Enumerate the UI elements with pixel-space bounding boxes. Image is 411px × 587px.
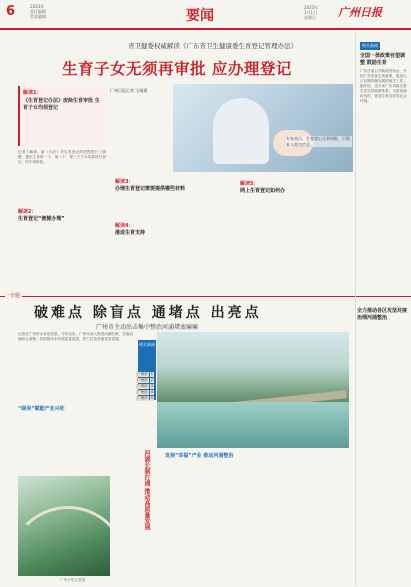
section3-title[interactable]: 办理生育登记需要提供哪些材料	[115, 186, 186, 192]
section5-title[interactable]: 网上生育登记如何办	[240, 188, 286, 194]
feature-subhead: 广州市主动出击集中整治河涌堵塞痛痛	[96, 324, 199, 331]
vertical-title: 河湖长制打通 推动高质量发展	[143, 450, 150, 531]
photo-caption	[110, 88, 172, 174]
page-number: 6	[6, 4, 16, 19]
masthead	[0, 0, 411, 30]
section-name: 要闻	[186, 8, 214, 24]
paper-logo: 广州日报	[338, 6, 382, 19]
sidebar-tag: 相关新闻	[362, 43, 378, 48]
feature-body-text: 记者从广州市水务局获悉，今年以来，广州市深入推进河湖长制，实施河涌综合治理，持续推动水环境质量改善，努力打造美丽宜居花城。	[18, 332, 133, 341]
body-column-1	[18, 150, 106, 210]
edition-meta: 2023年 责任编辑 美术编辑	[30, 4, 46, 19]
info-box-header: 相关新闻	[138, 340, 156, 400]
hero-photo	[173, 84, 353, 172]
table-row: 广州市 4	[137, 390, 154, 394]
section-divider	[0, 296, 411, 297]
feature-headline[interactable]: 破难点 除盲点 通堵点 出亮点	[34, 305, 262, 321]
inline-quote: 专家表示，生育登记无须审批，只需本人提交信息。	[286, 136, 350, 147]
table-row: 广州市 5	[137, 396, 154, 400]
subsection-heading-left[interactable]: “绿美”赋能产业兴旺	[18, 406, 65, 412]
lake	[157, 402, 349, 448]
table-row: 广州市 1	[137, 372, 154, 376]
feature-photo	[157, 332, 349, 448]
story-subhead: 省卫健委权威解读《广东省卫生健康委生育登记管理办法》	[128, 42, 297, 50]
story-headline[interactable]: 生育子女无须再审批 应办理登记	[62, 59, 292, 78]
sidebar-body: 广东日前召开新闻发布会，介绍广东优化生育政策，促进人口长期均衡发展的相关工作。据介绍，近年来广东持续完善生育支持政策体系，为家庭减轻负担，营造生育友好的社会环境。	[360, 69, 407, 103]
section4-kicker: 解读4：	[115, 223, 134, 229]
table-row: 广州市 3	[137, 384, 154, 388]
section5-kicker: 解读5：	[240, 181, 259, 187]
lead-title[interactable]: 《生育登记办法》废除生育审批 生育子女均须登记	[23, 98, 100, 111]
nurse-figure	[213, 98, 269, 164]
section3-kicker: 解读3：	[115, 179, 134, 185]
lead-kicker: 解读1：	[23, 90, 42, 96]
feature-section-label: 一专题	[5, 293, 21, 299]
sidebar	[355, 32, 409, 296]
right-column-title[interactable]: 全力推动各区攻坚对接治理河涌整治	[357, 308, 408, 321]
bridge-curve	[18, 506, 110, 566]
table-row: 广州市 2	[137, 378, 154, 382]
column-rule	[355, 296, 356, 586]
photo-credit: 广州日报记者摄	[60, 578, 86, 582]
lead-box	[18, 86, 106, 146]
section4-title[interactable]: 推进生育支持	[115, 230, 146, 236]
feature-intro	[18, 332, 133, 388]
bridge-photo	[18, 476, 110, 576]
issue-date: 2023年 1月1日 星期日	[304, 5, 319, 20]
body-text: 记者了解到，新《办法》对生育登记的范围进行了调整，提出生育第一个、第二个、第三个子女均需进行登记，均不再审批。	[18, 150, 106, 164]
subsection-heading-mid[interactable]: 发展“幸福”产业 推动河涌整治	[165, 453, 234, 459]
section2-title[interactable]: 生育登记“便捷办理”	[18, 216, 65, 222]
section2-kicker: 解读2：	[18, 209, 37, 215]
caption-text: 广州日报记者 王婧摄	[110, 88, 148, 93]
sidebar-title[interactable]: 全国一孩政策有望调整 鼓励生育	[360, 53, 406, 66]
